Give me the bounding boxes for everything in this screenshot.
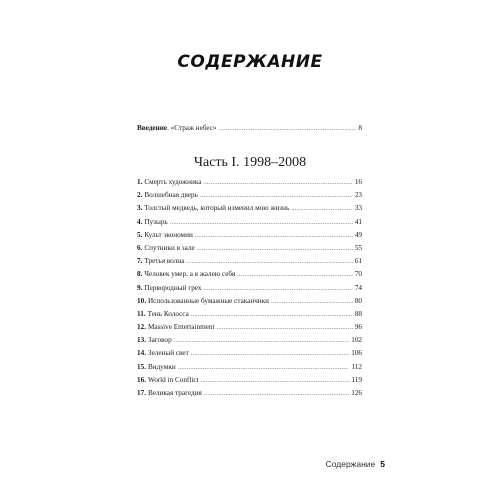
- chapter-row: [137, 310, 362, 323]
- leader-dots: [204, 284, 353, 294]
- intro-page-number: 8: [358, 124, 362, 132]
- leader-dots: [291, 204, 353, 214]
- chapter-number: 8.: [137, 270, 143, 279]
- chapter-title: Пузырь: [144, 217, 168, 226]
- chapter-number: 5.: [137, 230, 143, 239]
- chapter-number: 17.: [137, 389, 146, 397]
- chapter-number: 15.: [137, 362, 146, 371]
- intro-title: . «Страж небес»: [167, 124, 217, 132]
- leader-dots: [195, 231, 353, 241]
- chapter-page-number: 80: [354, 296, 362, 305]
- chapter-row: [137, 257, 362, 270]
- leader-dots: [237, 270, 353, 280]
- chapter-title: Спутники в зале: [144, 243, 195, 252]
- chapter-row: [137, 270, 362, 283]
- toc-intro: [137, 124, 362, 134]
- chapter-row: [137, 204, 362, 217]
- chapter-title: World in Conflict: [147, 375, 199, 384]
- chapter-page-number: 106: [351, 349, 362, 358]
- chapter-title: Тень Колосса: [147, 309, 189, 318]
- chapter-page-number: 49: [354, 230, 362, 239]
- leader-dots: [271, 297, 353, 307]
- chapter-number: 6.: [137, 243, 143, 252]
- leader-dots: [174, 336, 350, 346]
- chapter-list: [137, 178, 362, 402]
- chapter-page-number: 88: [354, 309, 362, 318]
- chapter-title: Человек умер, а я жалею себя: [144, 270, 236, 279]
- chapter-row: [137, 336, 362, 349]
- page-title: СОДЕРЖАНИЕ: [177, 52, 323, 72]
- page-footer: [326, 459, 385, 469]
- chapter-title: Использованные бумажные стаканчики: [147, 296, 269, 305]
- chapter-row: [137, 376, 362, 389]
- chapter-title: Толстый медведь, который изменил мою жизнь: [144, 204, 290, 213]
- chapter-page-number: 23: [354, 191, 362, 200]
- chapter-title: Видумки: [147, 362, 176, 371]
- chapter-page-number: 33: [354, 204, 362, 213]
- chapter-page-number: 96: [354, 323, 362, 332]
- chapter-title: Зеленый свет: [147, 349, 189, 358]
- chapter-number: 16.: [137, 375, 146, 384]
- chapter-row: [137, 231, 362, 244]
- chapter-title: Заговор: [147, 336, 172, 345]
- chapter-title: Культ экономии: [144, 230, 193, 239]
- leader-dots: [204, 389, 349, 399]
- leader-dots: [178, 363, 350, 373]
- chapter-page-number: 126: [351, 389, 362, 397]
- chapter-number: 10.: [137, 296, 146, 305]
- leader-dots: [203, 178, 352, 188]
- chapter-page-number: 70: [354, 270, 362, 279]
- chapter-number: 1.: [137, 178, 143, 186]
- intro-label: Введение: [137, 124, 168, 132]
- chapter-page-number: 74: [354, 283, 362, 292]
- toc-intro-row: [137, 124, 362, 134]
- chapter-row: [137, 297, 362, 310]
- chapter-number: 12.: [137, 323, 146, 332]
- chapter-row: [137, 284, 362, 297]
- footer-page-number: 5: [380, 459, 385, 469]
- chapter-page-number: 16: [354, 178, 362, 186]
- leader-dots: [191, 349, 349, 359]
- part-heading: Часть I. 1998–2008: [193, 155, 307, 170]
- chapter-number: 13.: [137, 336, 146, 345]
- chapter-page-number: 102: [351, 336, 362, 345]
- chapter-row: [137, 363, 362, 376]
- chapter-page-number: 41: [354, 217, 362, 226]
- chapter-page-number: 55: [354, 243, 362, 252]
- chapter-row: [137, 389, 362, 402]
- chapter-number: 11.: [137, 309, 146, 318]
- leader-dots: [200, 191, 353, 201]
- chapter-number: 3.: [137, 204, 143, 213]
- chapter-number: 4.: [137, 217, 143, 226]
- chapter-row: [137, 349, 362, 362]
- chapter-number: 7.: [137, 257, 143, 266]
- footer-label: Содержание: [325, 459, 376, 469]
- leader-dots: [186, 257, 353, 267]
- chapter-title: Смерть художника: [144, 178, 202, 186]
- chapter-page-number: 119: [351, 375, 362, 384]
- leader-dots: [201, 376, 350, 386]
- chapter-number: 14.: [137, 349, 146, 358]
- chapter-page-number: 61: [354, 257, 362, 266]
- chapter-row: [137, 191, 362, 204]
- chapter-title: Волшебная дверь: [144, 191, 198, 200]
- chapter-number: 9.: [137, 283, 143, 292]
- leader-dots: [219, 124, 357, 134]
- chapter-title: Massive Entertainment: [147, 323, 215, 332]
- chapter-row: [137, 244, 362, 257]
- chapter-title: Первородный грех: [144, 283, 202, 292]
- chapter-title: Великая трагедия: [147, 389, 202, 397]
- leader-dots: [216, 323, 352, 333]
- chapter-page-number: 112: [351, 362, 362, 371]
- chapter-row: [137, 178, 362, 191]
- chapter-number: 2.: [137, 191, 143, 200]
- chapter-row: [137, 218, 362, 231]
- chapter-row: [137, 323, 362, 336]
- leader-dots: [170, 218, 353, 228]
- leader-dots: [197, 244, 353, 254]
- chapter-title: Третья волна: [144, 257, 185, 266]
- leader-dots: [191, 310, 353, 320]
